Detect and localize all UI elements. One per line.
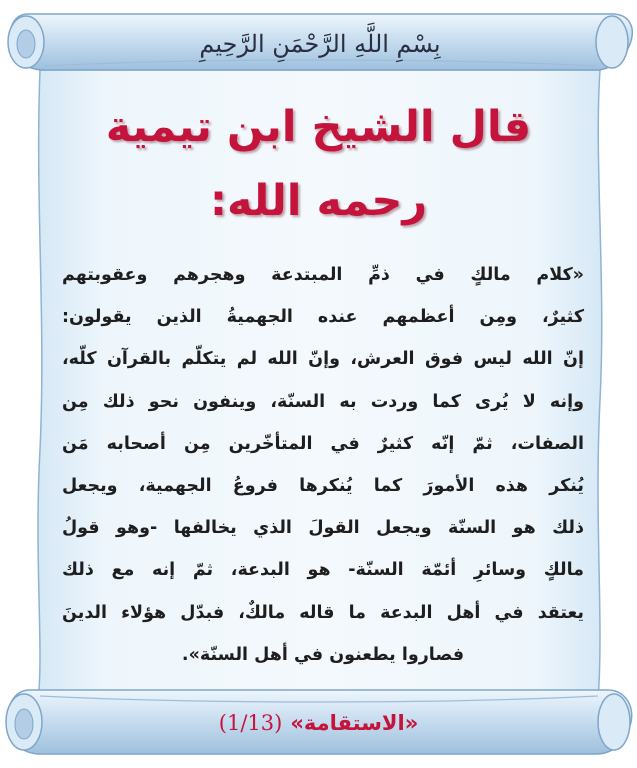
quote-line: فصاروا يطعنون في أهل السنّة».	[181, 644, 465, 665]
quote-line: إنّ الله ليس فوق العرش، وإنّ الله لم يتكلّم بالقرآن كلّه،	[62, 349, 584, 370]
quote-body	[62, 254, 584, 676]
quote-line: يُنكر هذه الأمورَ كما يُنكرها فروعُ الجهمية، ويجعل	[62, 475, 584, 496]
title-line-2: رحمه الله:	[209, 176, 428, 226]
quote-line: كثيرٌ، ومِن أعظمهم عنده الجهميةُ الذين يقولون:	[62, 307, 584, 328]
quote-line: «كلام مالكٍ في ذمِّ المبتدعة وهجرهم وعقوبتهم	[62, 265, 584, 285]
source-citation	[160, 705, 477, 741]
quote-line: مالكٍ وسائرِ أئمّة السنّة- هو البدعة، ثمّ إنه مع ذلك	[62, 560, 584, 581]
quote-line: يعتقد في أهل البدعة ما قاله مالكٌ، فبدّل هؤلاء الدينَ	[62, 602, 584, 623]
source-volume-page: (1/13)	[218, 711, 283, 735]
quote-line: وإنه لا يُرى كما وردت به السنّة، وينفون نحو ذلك مِن	[62, 391, 584, 412]
quote-line: الصفات، ثمّ إنّه كثيرٌ في المتأخّرين مِن أصحابه مَن	[62, 433, 584, 454]
title-line-1: قال الشيخ ابن تيمية	[105, 102, 532, 152]
source-book-title: «الاستقامة»	[290, 711, 419, 735]
basmala-calligraphy: بِسْمِ اللَّهِ الرَّحْمَنِ الرَّحِيمِ	[199, 30, 441, 58]
quote-line: ذلك هو السنّة ويجعل القولَ الذي يخالفها -وهو قولُ	[62, 518, 584, 539]
